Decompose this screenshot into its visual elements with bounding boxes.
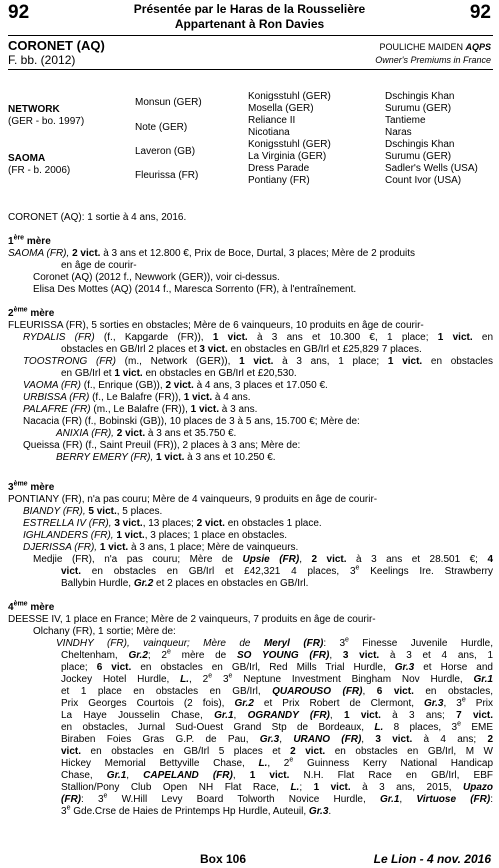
pedigree-g2: Laveron (GB) xyxy=(135,146,196,157)
race-summary: CORONET (AQ): 1 sortie à 4 ans, 2016. xyxy=(8,212,187,223)
horse-name: CORONET (AQ) xyxy=(8,38,105,53)
consignor-line: Présentée par le Haras de la Rousselière xyxy=(133,2,366,16)
top-rule xyxy=(8,35,493,36)
pedigree-g3: Mosella (GER) xyxy=(248,103,314,114)
dam-name: SAOMA xyxy=(8,153,46,164)
sire-name: NETWORK xyxy=(8,104,60,115)
dam2-block: FLEURISSA (FR), 5 sorties en obstacles; Mère de 6 vainqueurs, 10 produits en âge de courir- RYDALIS (FR) (f., Kapgarde (FR)), 1 vict. à 3 ans et 10.300 €, 1 place; 1 vict. en obstacles en GB/Irl 2 places et 3 vict. en obstacles en GB/Irl et £25,829 7 places. TOOSTRONG (FR) (m., Network (GER)), 1 vict. à 3 ans, 1 place; 1 vict. en obstacles en GB/Irl et 1 vict. en obstacles en GB/Irl et £20,530. VAOMA (FR) (f., Enrique (GB)), 2 vict. à 4 ans, 3 places et 17.050 €. URBISSA (FR) (f., Le Balafre (FR)), 1 vict. à 4 ans. PALAFRE (FR) (m., Le Balafre (FR)), 1 vict. à 3 ans. Nacacia (FR) (f., Bobinski (GB)), 10 places de 3 à 5 ans, 15.700 €; Mère de: ANIXIA (FR), 2 vict. à 3 ans et 35.750 €. Queissa (FR) (f., Saint Preuil (FR)), 2 places à 3 ans; Mère de: BERRY EMERY (FR), 1 vict. à 3 ans et 10.250 €. xyxy=(8,320,494,463)
pedigree-rule xyxy=(8,69,493,70)
pedigree-g2: Monsun (GER) xyxy=(135,97,202,108)
pedigree-g4: Surumu (GER) xyxy=(385,151,452,162)
pedigree-g3: Konigsstuhl (GER) xyxy=(248,139,331,150)
pedigree-g4: Tantieme xyxy=(385,115,426,126)
section-heading-dam4: 4ème mère xyxy=(8,600,55,613)
dam4-block: DEESSE IV, 1 place en France; Mère de 2 vainqueurs, 7 produits en âge de courir- Olchany (FR), 1 sortie; Mère de: VINDHY (FR), vainqueur; Mère de Meryl (FR): 3e Finesse Juvenile Hurdle, Cheltenham, Gr.2; 2e mère de SO YOUNG (FR), 3 vict. à 3 et 4 ans, 1 place; 6 vict. en obstacles en GB/Irl, Red Mills Trial Hurdle, Gr.3 et Horse and Jockey Hotel Hurdle, L., 2e 3e Neptune Investment Bingham Nov Hurdle, Gr.1 et 1 place en obstacles en GB/Irl, QUAROUSO (FR), 6 vict. en obstacles, Prix Georges Courtois (2 fois), Gr.2 et Prix Robert de Clermont, Gr.3, 3e Prix La Haye Jousselin Chase, Gr.1, OGRANDY (FR), 1 vict. à 3 ans; 7 vict. en obstacles, Jurnal Sud-Ouest Grand Stp de Bordeaux, L. 8 places, 3e EME Biraben Foies Gras G.P. de Pau, Gr.3, URANO (FR), 3 vict. à 4 ans; 2 vict. en obstacles en GB/Irl 5 places et 2 vict. en obstacles en GB/Irl, M W Hickey Memorial Bettyville Chase, L., 2e Guinness Kerry National Handicap Chase, Gr.1, CAPELAND (FR), 1 vict. N.H. Flat Race en GB/Irl, EBF Stallion/Pony Club Open NH Flat Race, L.; 1 vict. à 3 ans, 2015, Upazo (FR): 3e W.Hill Levy Board Tolworth Novice Hurdle, Gr.1, Virtuose (FR): 3e Gde.Crse de Haies de Printemps Hp Hurdle, Auteuil, Gr.3. xyxy=(8,614,494,817)
dam-info: (FR - b. 2006) xyxy=(8,165,71,176)
horse-description: F. bb. (2012) xyxy=(8,53,76,67)
owners-premiums: Owner's Premiums in France xyxy=(375,55,491,65)
pedigree-g4: Surumu (GER) xyxy=(385,103,452,114)
horse-category: POULICHE MAIDEN AQPS xyxy=(379,42,491,52)
lot-number-left: 92 xyxy=(8,2,30,23)
pedigree-g3: La Virginia (GER) xyxy=(248,151,327,162)
pedigree-g4: Count Ivor (USA) xyxy=(385,175,462,186)
pedigree-g3: Nicotiana xyxy=(248,127,290,138)
dam1-block: SAOMA (FR), 2 vict. à 3 ans et 12.800 €, Prix de Boce, Durtal, 3 places; Mère de 2 produits en âge de courir- Coronet (AQ) (2012 f., Newwork (GER)), voir ci-dessus. Elisa Des Mottes (AQ) (2014 f., Maresca Sorrento (FR), à l'entraînement. xyxy=(8,248,416,295)
pedigree-g4: Naras xyxy=(385,127,412,138)
section-heading-dam1: 1ère mère xyxy=(8,234,51,247)
pedigree-g2: Note (GER) xyxy=(135,122,188,133)
section-heading-dam2: 2ème mère xyxy=(8,306,55,319)
sale-location-date: Le Lion - 4 nov. 2016 xyxy=(373,852,491,866)
section-heading-dam3: 3ème mère xyxy=(8,480,55,493)
sire-info: (GER - bo. 1997) xyxy=(8,116,85,127)
pedigree-g2: Fleurissa (FR) xyxy=(135,170,199,181)
box-number: Box 106 xyxy=(200,852,247,866)
lot-number-right: 92 xyxy=(469,2,491,23)
pedigree-g4: Sadler's Wells (USA) xyxy=(385,163,478,174)
pedigree-g3: Konigsstuhl (GER) xyxy=(248,91,331,102)
pedigree-g4: Dschingis Khan xyxy=(385,91,455,102)
dam3-block: PONTIANY (FR), n'a pas couru; Mère de 4 vainqueurs, 9 produits en âge de courir- BIANDY (FR), 5 vict., 5 places. ESTRELLA IV (FR), 3 vict., 13 places; 2 vict. en obstacles 1 place. IGHLANDERS (FR), 1 vict., 3 places; 1 place en obstacles. DJERISSA (FR), 1 vict. à 3 ans, 1 place; Mère de vainqueurs. Medjie (FR), n'a pas couru; Mère de Upsie (FR), 2 vict. à 3 ans et 28.501 €; 4 vict. en obstacles en GB/Irl et £42,321 4 places, 3e Keelings Ire. Strawberry Ballybin Hurdle, Gr.2 et 2 places en obstacles en GB/Irl. xyxy=(8,494,494,589)
pedigree-g4: Dschingis Khan xyxy=(385,139,455,150)
owner-line: Appartenant à Ron Davies xyxy=(174,17,325,31)
pedigree-g3: Pontiany (FR) xyxy=(248,175,310,186)
pedigree-g3: Dress Parade xyxy=(248,163,310,174)
pedigree-g3: Reliance II xyxy=(248,115,296,126)
